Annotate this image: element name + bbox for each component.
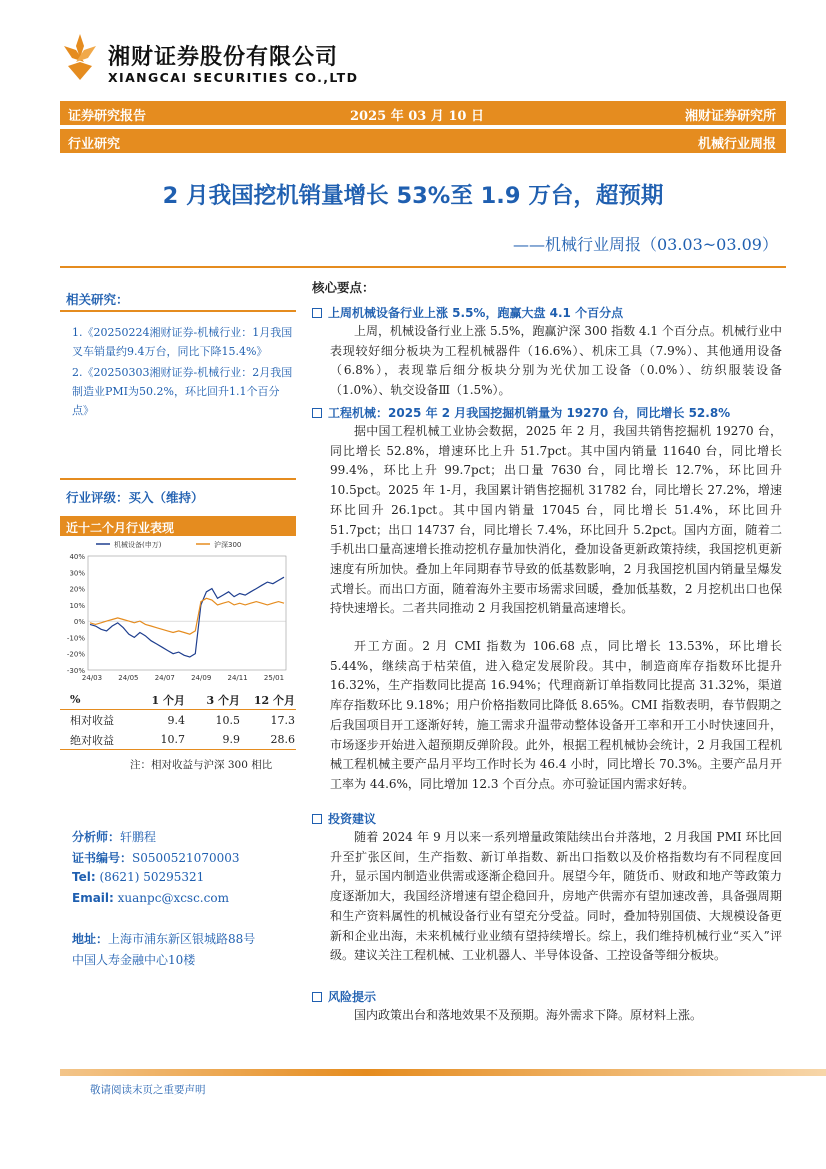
series-line bbox=[90, 577, 284, 657]
tel-label: Tel: bbox=[72, 870, 96, 884]
y-tick-label: -10% bbox=[66, 634, 85, 643]
address-label: 地址： bbox=[72, 932, 109, 946]
table-cell: 10.5 bbox=[215, 713, 240, 727]
analyst-cert bbox=[72, 849, 240, 866]
company-logo-icon bbox=[60, 32, 100, 82]
table-header-cell: 1 个月 bbox=[151, 693, 185, 707]
address-line-2: 中国人寿金融中心10楼 bbox=[72, 953, 196, 967]
table-cell: 相对收益 bbox=[70, 714, 114, 727]
paragraph: 国内政策出台和落地效果不及预期。海外需求下降。原材料上涨。 bbox=[354, 1008, 703, 1022]
x-tick-label: 24/09 bbox=[191, 674, 212, 682]
paragraph: 上周，机械设备行业上涨 5.5%，跑赢沪深 300 指数 4.1 个百分点。机械行业中表现较好细分板块为工程机械器件（16.6%）、机床工具（7.9%）、其他通用设备（6.8%），表现靠后细分板块分别为光伏加工设备（0.0%）、纺织服装设备（1.0%）、轨交设备Ⅲ（1.5%）。 bbox=[330, 324, 782, 398]
table-cell: 10.7 bbox=[160, 733, 185, 746]
related-research-list bbox=[72, 323, 294, 420]
table-header-cell: 3 个月 bbox=[206, 693, 240, 707]
analyst-tel bbox=[72, 870, 204, 884]
y-tick-label: 40% bbox=[69, 553, 85, 561]
table-cell: 17.3 bbox=[270, 713, 295, 727]
y-tick-label: -20% bbox=[66, 650, 85, 659]
table-header-row bbox=[60, 690, 296, 710]
title-divider bbox=[60, 266, 786, 268]
table-cell: 9.9 bbox=[222, 733, 240, 746]
industry-rating: 行业评级：买入（维持） bbox=[66, 490, 204, 505]
related-item[interactable]: 2.《20250303湘财证券-机械行业：2月我国制造业PMI为50.2%，环比回升1.1个百分点》 bbox=[72, 366, 293, 417]
y-tick-label: -30% bbox=[66, 667, 85, 675]
checkbox-icon bbox=[312, 408, 322, 418]
cert-label: 证书编号： bbox=[72, 851, 133, 865]
paragraph: 随着 2024 年 9 月以来一系列增量政策陆续出台并落地，2 月我国 PMI 环比回升至扩张区间，生产指数、新订单指数、新出口指数以及价格指数均有不同程度回升，显示国内制造业供需或逐渐企稳回升。展望今年，随货币、财政和地产等政策力度逐渐加大，我国经济增速有望企稳回升，房地产供需亦有望加速改善，具备强周期和生产资料属性的机械设备行业有望充分受益。同时，叠加特别国债、大规模设备更新和企业出海，未来机械行业业绩有望持续增长。综上，我们维持机械行业“买入”评级。建议关注工程机械、工业机器人、半导体设备、工控设备等细分板块。 bbox=[330, 830, 782, 963]
analyst-name bbox=[72, 828, 156, 845]
email-label: Email: bbox=[72, 891, 114, 905]
table-header-cell: % bbox=[70, 693, 81, 706]
x-tick-label: 24/11 bbox=[227, 674, 248, 682]
address-line: 上海市浦东新区银城路88号 bbox=[108, 932, 256, 946]
institute-name: 湘财证券研究所 bbox=[684, 109, 776, 124]
section-heading bbox=[312, 404, 730, 421]
x-tick-label: 24/05 bbox=[118, 674, 139, 682]
table-cell: 9.4 bbox=[167, 713, 185, 727]
paragraph: 开工方面。2 月 CMI 指数为 106.68 点，同比增长 13.53%，环比增长 5.44%，继续高于枯荣值，进入稳定发展阶段。其中，制造商库存指数环比提升 16.32%，生产指数同比提高 16.94%；代理商新订单指数同比提高 31.32%，渠道库存指数环比 9.18%；用户价格指数同比降低 8.65%。CMI 指数表明，春节假期之后我国项目开工逐渐好转，施工需求升温带动整体设备开工率和开工小时快速回升，市场逐步开始进入超预期反弹阶段。此外，根据工程机械协会统计，2 月我国工程机械工程机械主要产品月平均工作时长为 46.4 小时，同比增长 70.3%。主要产品月开工率为 44.6%，同比增加 12.3 个百分点。亦可验证国内需求好转。 bbox=[330, 639, 782, 791]
section-heading bbox=[312, 810, 376, 827]
analyst-address bbox=[72, 930, 255, 947]
y-tick-label: 30% bbox=[69, 569, 85, 578]
x-tick-label: 24/07 bbox=[154, 674, 175, 682]
cert-value: S0500521070003 bbox=[132, 851, 240, 865]
legend-label: 机械设备(申万) bbox=[114, 541, 162, 549]
analyst-label: 分析师： bbox=[72, 830, 121, 844]
y-tick-label: 20% bbox=[69, 585, 85, 594]
report-subtitle: ——机械行业周报（03.03~03.09） bbox=[512, 235, 778, 254]
header-band-top bbox=[60, 101, 786, 125]
related-research-heading: 相关研究： bbox=[66, 292, 129, 307]
report-series: 机械行业周报 bbox=[697, 137, 776, 152]
performance-table bbox=[60, 690, 296, 750]
core-points-heading: 核心要点： bbox=[312, 280, 375, 295]
y-tick-label: 0% bbox=[73, 618, 85, 627]
analyst-value: 轩鹏程 bbox=[120, 830, 157, 844]
y-tick-label: 10% bbox=[69, 601, 85, 610]
x-tick-label: 25/01 bbox=[263, 674, 285, 682]
performance-chart bbox=[60, 536, 296, 686]
section-heading-text: 风险提示 bbox=[328, 990, 377, 1004]
sidebar-divider bbox=[60, 310, 296, 312]
report-type: 证券研究报告 bbox=[68, 109, 147, 124]
chart-heading: 近十二个月行业表现 bbox=[60, 516, 296, 536]
table-row bbox=[60, 710, 296, 730]
sidebar-divider bbox=[60, 478, 296, 480]
table-row bbox=[60, 730, 296, 750]
table-header-cell: 12 个月 bbox=[253, 693, 295, 707]
report-date: 2025 年 03 月 10 日 bbox=[350, 109, 484, 124]
footer-disclaimer[interactable]: 敬请阅读末页之重要声明 bbox=[90, 1084, 206, 1096]
tel-value: (8621) 50295321 bbox=[99, 870, 205, 884]
research-type: 行业研究 bbox=[68, 137, 121, 152]
chart-frame bbox=[88, 556, 286, 670]
checkbox-icon bbox=[312, 814, 322, 824]
section-heading-text: 上周机械设备行业上涨 5.5%，跑赢大盘 4.1 个百分点 bbox=[328, 306, 624, 320]
legend-label: 沪深300 bbox=[214, 541, 242, 549]
header-band-bottom bbox=[60, 129, 786, 153]
section-heading bbox=[312, 304, 623, 321]
table-cell: 绝对收益 bbox=[70, 733, 114, 747]
paragraph: 据中国工程机械工业协会数据，2025 年 2 月，我国共销售挖掘机 19270 台，同比增长 52.8%，增速环比上升 51.7pct。其中国内销量 11640 台，同比增长 99.4%，环比上升 99.7pct；出口量 7630 台，同比增长 12.7%，环比回升 10.5pct。2025 年 1-月，我国累计销售挖掘机 31782 台，同比增长 27.2%，增速环比回升 26.1pct。其中国内销量 17045 台，同比增长 51.4%，环比回升 51.7pct；出口 14737 台，同比增长 7.4%，环比回升 5.2pct。国内方面，随着二手机出口量高速增长推动挖机存量加快消化，叠加设备更新政策持续，我国挖机更新速度有所加快。叠加上年同期春节导致的低基数影响，2 月我国挖机国内销量呈爆发式增长。而出口方面，随着海外主要市场需求回暖，叠加低基数，2 月挖机出口也保持快速增长。二者共同推动 2 月我国挖机销量高速增长。 bbox=[330, 424, 782, 616]
section-heading-text: 投资建议 bbox=[328, 812, 377, 826]
table-cell: 28.6 bbox=[270, 733, 295, 746]
table-note: 注：相对收益与沪深 300 相比 bbox=[130, 759, 273, 771]
brand-name-cn: 湘财证券股份有限公司 bbox=[108, 45, 339, 70]
checkbox-icon bbox=[312, 308, 322, 318]
footer-divider bbox=[60, 1069, 826, 1076]
checkbox-icon bbox=[312, 992, 322, 1002]
email-link[interactable]: xuanpc@xcsc.com bbox=[117, 891, 229, 905]
section-heading bbox=[312, 988, 376, 1005]
analyst-email bbox=[72, 891, 229, 905]
report-title: 2 月我国挖机销量增长 53%至 1.9 万台，超预期 bbox=[162, 183, 664, 209]
series-line bbox=[90, 598, 284, 634]
x-tick-label: 24/03 bbox=[81, 674, 103, 682]
section-heading-text: 工程机械：2025 年 2 月我国挖掘机销量为 19270 台，同比增长 52.8% bbox=[328, 406, 731, 420]
brand-name-en: XIANGCAI SECURITIES CO.,LTD bbox=[108, 70, 359, 85]
related-item[interactable]: 1.《20250224湘财证券-机械行业：1月我国叉车销量约9.4万台，同比下降15.4%》 bbox=[72, 326, 293, 358]
